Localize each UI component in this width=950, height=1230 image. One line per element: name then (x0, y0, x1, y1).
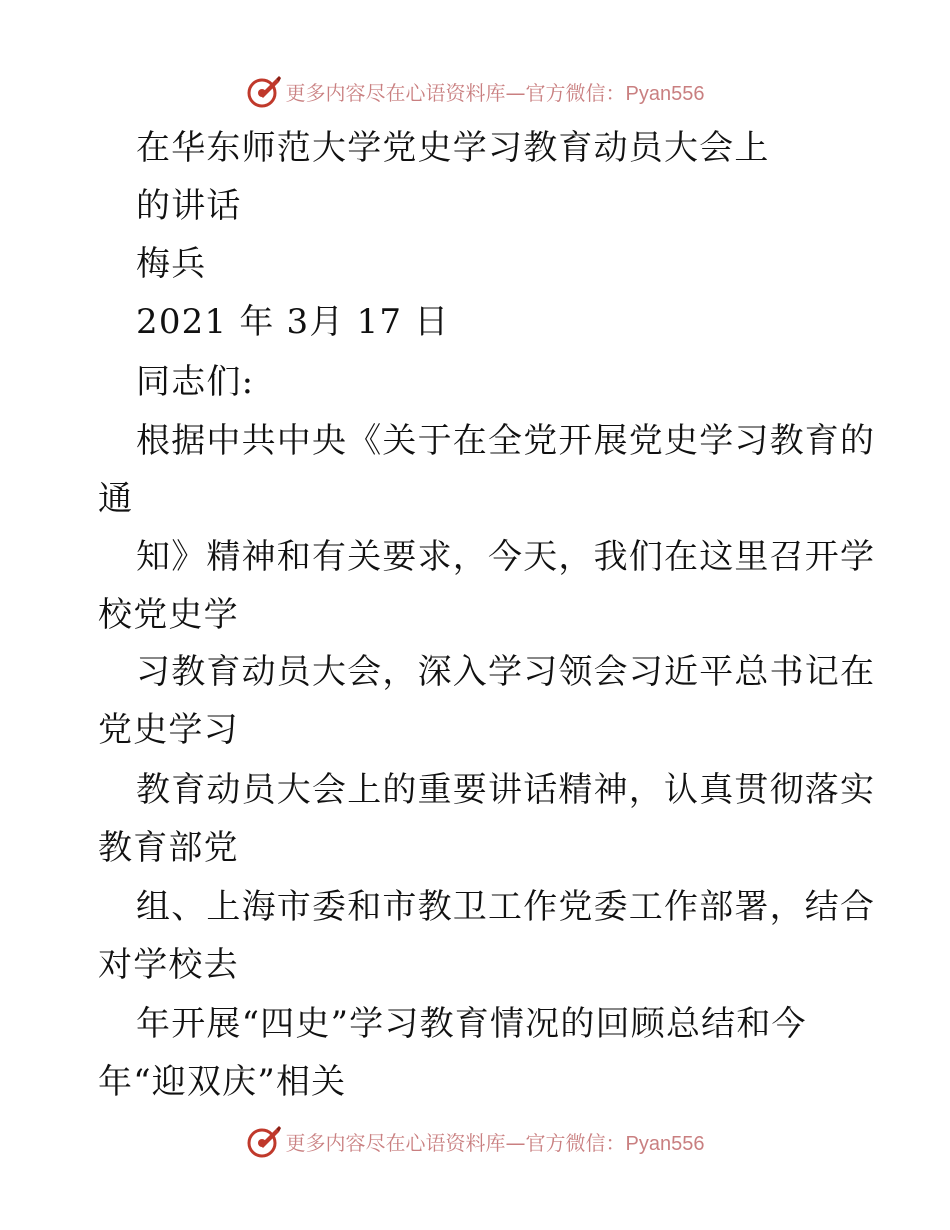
doc-title-line-2: 的讲话 (136, 186, 242, 226)
body-line: 年开展“四史”学习教育情况的回顾总结和今 (136, 1004, 807, 1044)
doc-author: 梅兵 (136, 244, 207, 284)
watermark-footer (0, 1121, 950, 1161)
body-line: 教育动员大会上的重要讲话精神，认真贯彻落实 (136, 770, 876, 810)
watermark-header (0, 71, 950, 111)
watermark-text: 更多内容尽在心语资料库—官方微信：Pyan556 (285, 1130, 705, 1155)
pen-logo-icon (246, 73, 282, 109)
pen-logo-icon (246, 1123, 282, 1159)
body-line: 年“迎双庆”相关 (98, 1062, 347, 1102)
body-line: 组、上海市委和市教卫工作党委工作部署，结合 (136, 887, 876, 927)
body-line: 习教育动员大会，深入学习领会习近平总书记在 (136, 652, 876, 692)
body-line: 校党史学 (98, 595, 239, 635)
doc-salutation: 同志们: (136, 362, 255, 402)
doc-date: 2021 年 3月 17 日 (136, 302, 450, 342)
body-line: 根据中共中央《关于在全党开展党史学习教育的 (136, 421, 876, 461)
body-line: 对学校去 (98, 945, 239, 985)
body-line: 教育部党 (98, 828, 239, 868)
body-line: 通 (98, 479, 134, 519)
doc-title-line-1: 在华东师范大学党史学习教育动员大会上 (136, 128, 770, 168)
body-line: 知》精神和有关要求，今天，我们在这里召开学 (136, 537, 876, 577)
watermark-text: 更多内容尽在心语资料库—官方微信：Pyan556 (285, 80, 705, 105)
body-line: 党史学习 (98, 710, 239, 750)
